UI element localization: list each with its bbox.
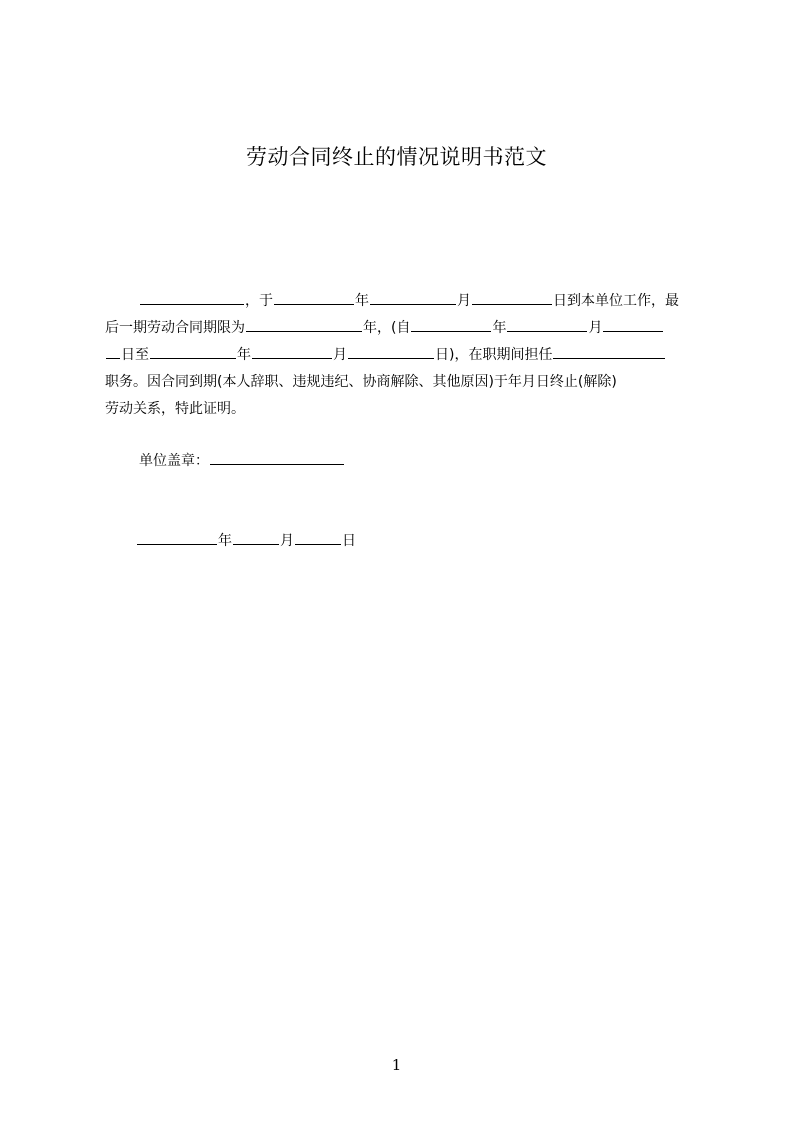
paragraph-line-3 — [105, 342, 700, 369]
term-from-day-blank[interactable] — [603, 316, 663, 332]
paragraph-line-2 — [105, 315, 700, 342]
date-month-label: 月 — [280, 533, 294, 549]
sign-month-blank[interactable] — [233, 529, 279, 545]
line2-text-1: 后一期劳动合同期限为 — [105, 320, 245, 336]
start-day-blank[interactable] — [472, 289, 552, 305]
term-from-day-blank-cont[interactable] — [106, 343, 120, 359]
body-paragraph — [105, 288, 700, 423]
paragraph-line-1 — [105, 288, 700, 315]
term-to-day-blank[interactable] — [348, 343, 434, 359]
line3-text-2: 年 — [237, 347, 251, 363]
seal-label: 单位盖章： — [139, 453, 209, 469]
line1-text-1: ，于 — [245, 293, 273, 309]
seal-blank[interactable] — [210, 449, 344, 465]
line1-text-3: 月 — [457, 293, 471, 309]
line3-text-1: 日至 — [121, 347, 149, 363]
position-blank[interactable] — [553, 343, 665, 359]
sign-year-blank[interactable] — [137, 529, 217, 545]
name-blank[interactable] — [140, 289, 244, 305]
paragraph-line-5: 劳动关系，特此证明。 — [105, 401, 245, 417]
sign-day-blank[interactable] — [295, 529, 341, 545]
date-line — [136, 528, 356, 554]
term-from-month-blank[interactable] — [507, 316, 587, 332]
line3-text-3: 月 — [333, 347, 347, 363]
paragraph-line-4: 职务。因合同到期(本人辞职、违规违纪、协商解除、其他原因)于年月日终止(解除) — [105, 374, 617, 390]
term-from-year-blank[interactable] — [411, 316, 491, 332]
start-month-blank[interactable] — [370, 289, 456, 305]
start-year-blank[interactable] — [274, 289, 354, 305]
line3-text-4: 日)，在职期间担任 — [435, 347, 553, 363]
line2-text-2: 年，(自 — [363, 320, 411, 336]
term-to-year-blank[interactable] — [150, 343, 236, 359]
line2-text-3: 年 — [492, 320, 507, 336]
line2-text-4: 月 — [588, 320, 603, 336]
seal-line — [139, 448, 345, 474]
contract-term-blank[interactable] — [246, 316, 362, 332]
date-year-label: 年 — [218, 533, 232, 549]
term-to-month-blank[interactable] — [252, 343, 332, 359]
document-title: 劳动合同终止的情况说明书范文 — [246, 145, 547, 169]
line1-text-2: 年 — [355, 293, 369, 309]
page-number: 1 — [391, 1056, 402, 1074]
line1-text-4: 日到本单位工作，最 — [553, 293, 679, 309]
date-day-label: 日 — [342, 533, 356, 549]
